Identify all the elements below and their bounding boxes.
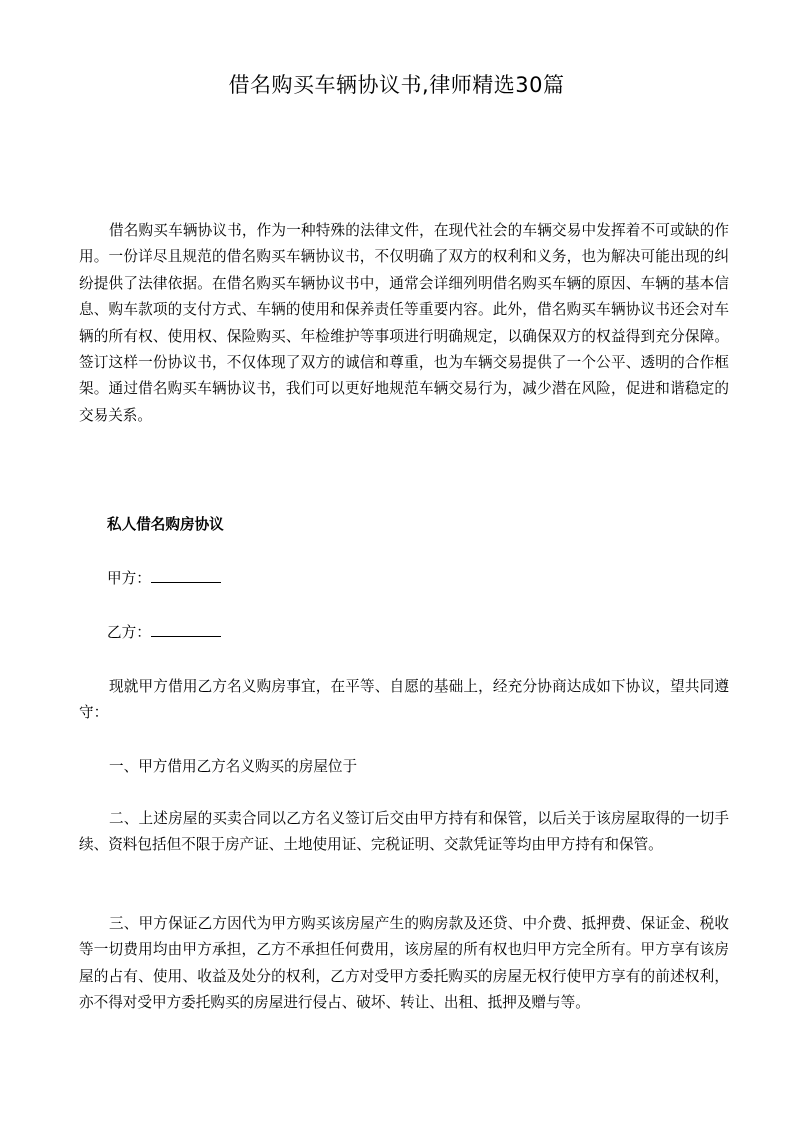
party-a-blank xyxy=(151,566,221,583)
clause-2: 二、上述房屋的买卖合同以乙方名义签订后交由甲方持有和保管，以后关于该房屋取得的一切手续、资料包括但不限于房产证、土地使用证、完税证明、交款凭证等均由甲方持有和保管。 xyxy=(79,810,729,854)
clause-3: 三、甲方保证乙方因代为甲方购买该房屋产生的购房款及还贷、中介费、抵押费、保证金、税收等一切费用均由甲方承担，乙方不承担任何费用，该房屋的所有权也归甲方完全所有。甲方享有该房屋的占有、使用、收益及处分的权利，乙方对受甲方委托购买的房屋无权行使甲方享有的前述权利，亦不得对受甲方委托购买的房屋进行侵占、破坏、转让、出租、抵押及赠与等。 xyxy=(79,915,729,1012)
party-a-line xyxy=(79,566,729,592)
clause-1: 一、甲方借用乙方名义购买的房屋位于 xyxy=(109,758,358,775)
agreement-heading: 私人借名购房协议 xyxy=(107,516,224,533)
party-b-line xyxy=(79,620,729,646)
intro-paragraph: 借名购买车辆协议书，作为一种特殊的法律文件，在现代社会的车辆交易中发挥着不可或缺的作用。一份详尽且规范的借名购买车辆协议书，不仅明确了双方的权利和义务，也为解决可能出现的纠纷提供了法律依据。在借名购买车辆协议书中，通常会详细列明借名购买车辆的原因、车辆的基本信息、购车款项的支付方式、车辆的使用和保养责任等重要内容。此外，借名购买车辆协议书还会对车辆的所有权、使用权、保险购买、年检维护等事项进行明确规定，以确保双方的权益得到充分保障。签订这样一份协议书，不仅体现了双方的诚信和尊重，也为车辆交易提供了一个公平、透明的合作框架。通过借名购买车辆协议书，我们可以更好地规范车辆交易行为，减少潜在风险，促进和谐稳定的交易关系。 xyxy=(79,222,729,424)
party-b-label: 乙方： xyxy=(107,624,151,641)
party-a-label: 甲方： xyxy=(107,570,151,587)
document-title: 借名购买车辆协议书,律师精选30篇 xyxy=(228,73,565,97)
party-b-blank xyxy=(151,620,221,637)
preamble-paragraph: 现就甲方借用乙方名义购房事宜，在平等、自愿的基础上，经充分协商达成如下协议，望共同遵守： xyxy=(79,678,729,722)
